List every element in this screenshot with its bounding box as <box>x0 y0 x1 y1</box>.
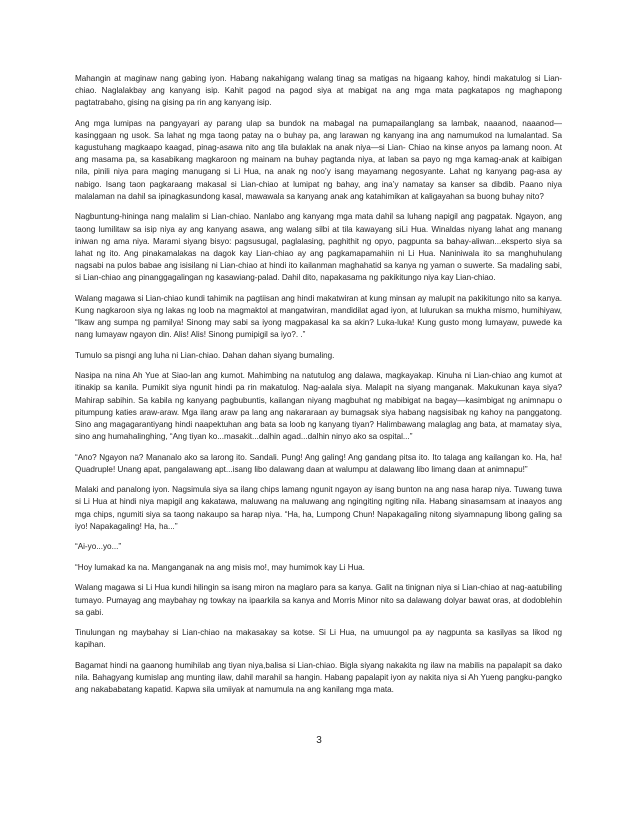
paragraph: Bagamat hindi na gaanong humihilab ang tiyan niya,balisa si Lian-chiao. Bigla siyang nakakita ng ilaw na mabilis na papalapit sa dako nila. Bahagyang kumislap ang munting ilaw, dahil marahil sa hangin. Habang papalapit iyon ay nakita niya si Ah Yueng pangku-pangko ang nakababatang kapatid. Kapwa sila umiiyak at namumula na ang kanilang mga mata. <box>75 660 562 695</box>
paragraph: “Ai-yo...yo...” <box>75 542 122 552</box>
page-number: 3 <box>316 735 322 746</box>
paragraph: Ang mga lumipas na pangyayari ay parang ulap sa bundok na mabagal na pumapailanglang sa lambak, naaanod, naaanod—kasinggaan ng usok. Sa lahat ng mga taong patay na o buhay pa, ang larawan ng kanyang ina ang namumukod na lumalantad. Sa kagustuhang magkaapo kaagad, pinag-asawa nito ang tila bulaklak na anak niya—si Lian- Chiao na kinse anyos pa lamang noon. At ang masama pa, sa kasabikang magkaroon ng mainam na buhay pagtanda niya, at laban sa payo ng mga kamag-anak at kaibigan nila, pinili niya para maging manugang si Li Hua, na anak ng noo’y isang mayamang negosyante. Lahat ng kanyang pag-asa ay nabigo. Isang taon pagkaraang makasal si Lian-chiao at lumipat ng bahay, ang ina’y namatay sa kanser sa dibdib. Paano niya malalaman na dahil sa ipinagkasundong kasal, mawawala sa kanyang anak ang katahimikan at kaligayahan sa buong buhay nito? <box>75 118 562 201</box>
paragraph: Mahangin at maginaw nang gabing iyon. Habang nakahigang walang tinag sa matigas na higaang kahoy, hindi makatulog si Lian-chiao. Naglalakbay ang kanyang isip. Kahit pagod na pagod siya at mabigat na ang mga mata pagkatapos ng maghapong pagtatrabaho, gising na gising pa rin ang kanyang isip. <box>75 74 562 108</box>
paragraph: Walang magawa si Li Hua kundi hilingin sa isang miron na maglaro para sa kanya. Galit na tinignan niya si Lian-chiao at nag-aatubiling tumayo. Pumayag ang maybahay ng towkay na ipaarkila sa kanya and Morris Minor nito sa dalawang dolyar bawat oras, at dodoblehin sa gabi. <box>75 583 562 617</box>
paragraph: Tinulungan ng maybahay si Lian-chiao na makasakay sa kotse. Si Li Hua, na umuungol pa ay nagpunta sa kasilyas sa likod ng kapihan. <box>75 628 562 650</box>
paragraph: Tumulo sa pisngi ang luha ni Lian-chiao. Dahan dahan siyang bumaling. <box>75 350 335 360</box>
paragraph: Walang magawa si Lian-chiao kundi tahimik na pagtiisan ang hindi makatwiran at kung minsan ay malupit na pakikitungo nito sa kanya. Kung nagkaroon siya ng lakas ng loob na magmaktol at mangatwiran, mandidilat agad iyon, at lulurukan sa mukha mismo, humihiyaw, “Ikaw ang sumpa ng pamilya! Sinong may sabi sa iyong magpakasal ka sa akin? Luka-luka! Kung gusto mong lumayaw, puwede ka nang lumayaw ngayon din. Alis! Alis! Sinong pumipigil sa iyo?. .” <box>75 293 562 340</box>
paragraph: “Hoy lumakad ka na. Manganganak na ang misis mo!, may humimok kay Li Hua. <box>75 562 365 572</box>
paragraph: Nasipa na nina Ah Yue at Siao-lan ang kumot. Mahimbing na natutulog ang dalawa, magkayakap. Kinuha ni Lian-chiao ang kumot at itinakip sa kanila. Pumikit siya ngunit hindi pa rin makatulog. Nag-aalala siya. Malapit na siyang manganak. Makukunan kaya siya? Mahirap sabihin. Sa kabila ng kanyang pagbubuntis, kailangan niyang magbuhat ng mabibigat na bagay—kasimbigat ng animnapu o pitumpung katies araw-araw. Mga ilang araw pa lang ang nakararaan ay bumagsak siya habang nagsisibak ng kahoy na panggatong. Sino ang magagarantiyang hindi naapektuhan ang bata sa loob ng kanyang tiyan? Halimbawang malaglag ang bata, at mamatay siya, sino ang humahalinghing, “Ang tiyan ko...masakit...dalhin agad...dalhin ninyo ako sa ospital...” <box>75 371 562 442</box>
paragraph: Nagbuntung-hininga nang malalim si Lian-chiao. Nanlabo ang kanyang mga mata dahil sa luhang napigil ang pagpatak. Ngayon, ang taong lumilitaw sa isip niya ay ang kanyang asawa, ang walang silbi at tila kawayang siLi Hua. Winaldas niyang lahat ang manang iniwan ng ama niya. Marami siyang bisyo: pagsusugal, paglalasing, paghithit ng opyo, pagpunta sa bahay-aliwan...eksperto siya sa lahat ng ito. Ang pinakamalakas na dagok kay Lian-chiao ay ang pagkamapamahiin ni Li Hua. Naniniwala ito sa manghuhulang nagsabi na pulos babae ang isisilang ni Lian-chiao at hindi ito kailanman maghahatid sa kanya ng yaman o suwerte. Sa madaling sabi, si Lian-chiao ang pinanggagalingan ng kasawiang-palad. Dahil dito, napakasama ng pakikitungo niya kay Lian-chiao. <box>75 212 562 283</box>
document-body <box>75 73 562 705</box>
paragraph: “Ano? Ngayon na? Mananalo ako sa larong ito. Sandali. Pung! Ang galing! Ang gandang pitsa ito. Ito talaga ang kailangan ko. Ha, ha! Quadruple! Unang apat, pangalawang apt...isang libo dalawang daan at walumpu at dalawang libo limang daan at animnapu!” <box>75 452 562 474</box>
paragraph: Malaki and panalong iyon. Nagsimula siya sa ilang chips lamang ngunit ngayon ay isang bunton na ang nasa harap niya. Tuwang tuwa si Li Hua at hindi niya mapigil ang kakatawa, maluwang na maluwang ang ngingiting ngiting nila. Habang sinasamsam at inaayos ang mga chips, ngumiti siya sa taong nakaupo sa harap niya. “Ha, ha, Lumpong Chun! Napakagaling nitong siyamnapung libong galing sa iyo! Napakagaling! Ha, ha...” <box>75 485 562 531</box>
